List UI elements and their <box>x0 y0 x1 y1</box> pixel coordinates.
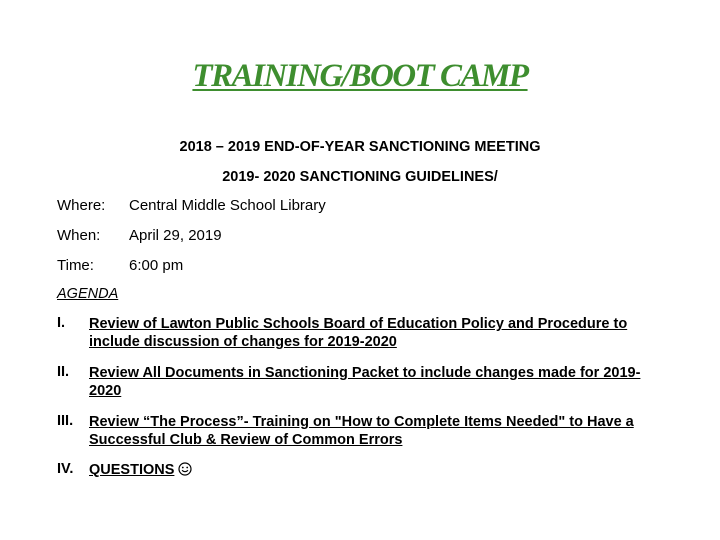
smiley-face-icon <box>178 462 192 481</box>
agenda-item-text: QUESTIONS <box>89 462 175 478</box>
agenda-item-row <box>89 461 669 481</box>
agenda-item-number: IV. <box>57 461 74 477</box>
agenda-item-text: Review “The Process”- Training on "How to Complete Items Needed" to Have a Successful Club & Review of Common Errors <box>89 414 634 448</box>
where-value: Central Middle School Library <box>129 197 326 214</box>
where-label: Where: <box>57 197 106 214</box>
when-label: When: <box>57 227 101 244</box>
time-label: Time: <box>57 257 94 274</box>
agenda-item-number: II. <box>57 364 70 380</box>
when-value: April 29, 2019 <box>129 227 222 244</box>
agenda-heading: AGENDA <box>57 286 119 302</box>
document-title <box>0 58 720 95</box>
time-value: 6:00 pm <box>129 257 184 274</box>
subtitle-line-2: 2019- 2020 SANCTIONING GUIDELINES/ <box>222 169 498 185</box>
title-text: TRAINING/BOOT CAMP <box>192 58 528 94</box>
agenda-item-number: I. <box>57 315 66 331</box>
subtitle-line-1: 2018 – 2019 END-OF-YEAR SANCTIONING MEETING <box>179 139 541 155</box>
agenda-item-number: III. <box>57 413 74 429</box>
agenda-item-text: Review of Lawton Public Schools Board of Education Policy and Procedure to include discussion of changes for 2019-2020 <box>89 316 628 350</box>
agenda-item-text: Review All Documents in Sanctioning Packet to include changes made for 2019-2020 <box>89 365 641 399</box>
